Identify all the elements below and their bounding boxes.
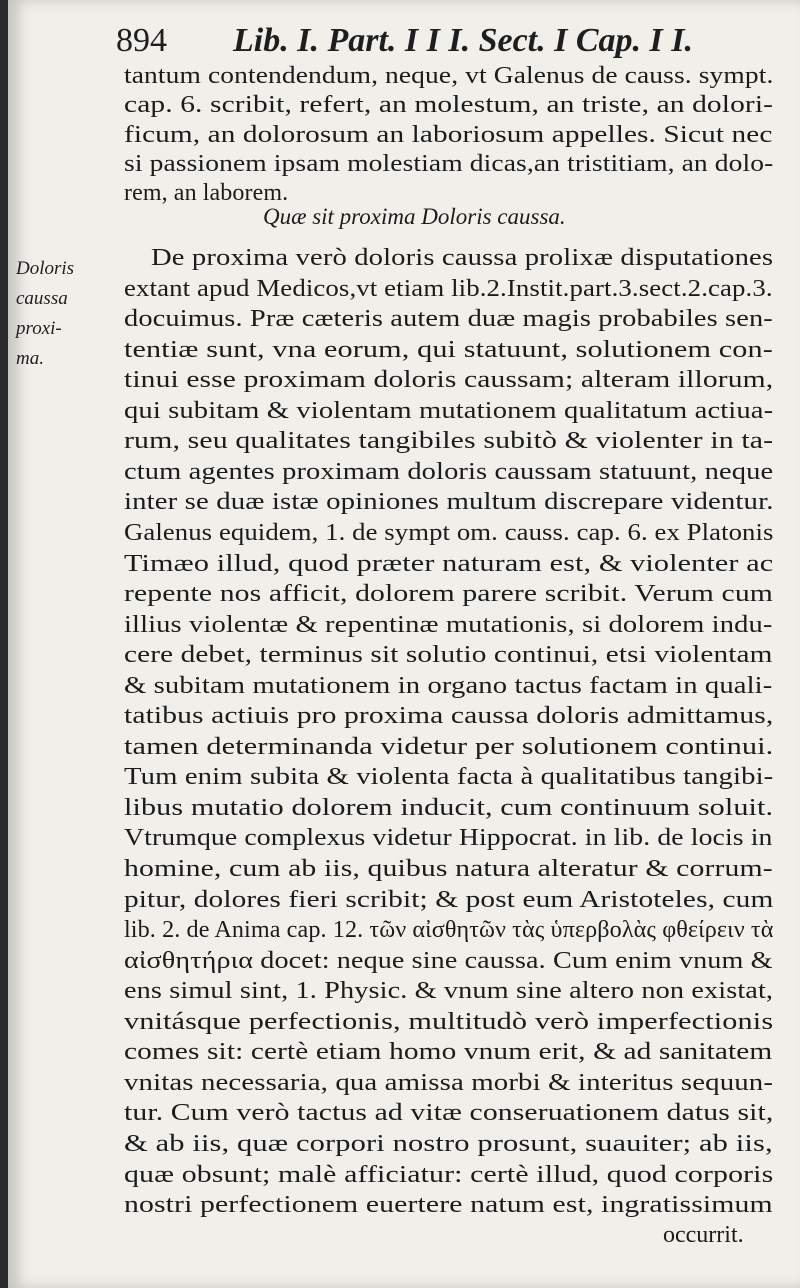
text-line: & ab iis, quæ corpori nostro prosunt, suauiter; ab iis, xyxy=(124,1130,773,1157)
text-line: Timæo illud, quod præter naturam est, & violenter ac xyxy=(124,550,774,577)
text-line: tamen determinanda videtur per solutionem continui. xyxy=(124,733,774,760)
running-title: Lib. I. Part. I I I. Sect. I Cap. I I. xyxy=(233,22,693,59)
catchword: occurrit. xyxy=(663,1222,744,1248)
text-line: qui subitam & violentam mutationem qualitatum actiua- xyxy=(124,397,774,424)
text-line: inter se duæ istæ opiniones multum discrepare videntur. xyxy=(124,489,774,516)
text-line: illius violentæ & repentinæ mutationis, si dolorem indu- xyxy=(124,611,773,638)
text-line: tentiæ sunt, vna eorum, qui statuunt, solutionem con- xyxy=(124,336,773,363)
text-line: ens simul sint, 1. Physic. & vnum sine altero non existat, xyxy=(124,978,774,1005)
text-line: tur. Cum verò tactus ad vitæ conseruationem datus sit, xyxy=(124,1100,774,1127)
text-line: repente nos afficit, dolorem parere scribit. Verum cum xyxy=(124,581,773,608)
text-line: cere debet, terminus sit solutio continui, etsi violentam xyxy=(124,642,773,669)
text-line: tatibus actiuis pro proxima caussa doloris admittamus, xyxy=(124,703,774,730)
text-line: tantum contendendum, neque, vt Galenus de causs. sympt. xyxy=(124,63,774,89)
text-line: lib. 2. de Anima cap. 12. τῶν αἰσθητῶν τὰς ὑπερβολὰς φθείρειν τὰ xyxy=(124,917,774,944)
text-line: tinui esse proximam doloris caussam; alteram illorum, xyxy=(124,367,774,394)
text-line: docuimus. Præ cæteris autem duæ magis probabiles sen- xyxy=(124,306,773,333)
running-header xyxy=(108,20,708,66)
text-line: si passionem ipsam molestiam dicas,an tristitiam, an dolo- xyxy=(124,150,774,177)
text-line: extant apud Medicos,vt etiam lib.2.Instit.part.3.sect.2.cap.3. xyxy=(124,275,773,302)
margin-note-line: ma. xyxy=(16,348,44,369)
text-line: vnitásque perfectionis, multitudò verò imperfectionis xyxy=(124,1008,774,1035)
text-line: cap. 6. scribit, refert, an molestum, an triste, an dolori- xyxy=(124,92,774,119)
margin-note xyxy=(16,254,96,374)
text-line: De proxima verò doloris caussa prolixæ disputationes xyxy=(151,245,774,271)
text-line: ctum agentes proximam doloris caussam statuunt, neque xyxy=(124,458,774,485)
page-number: 894 xyxy=(116,22,167,59)
margin-note-line: caussa xyxy=(16,288,68,309)
margin-note-line: Doloris xyxy=(16,258,75,279)
text-line: vnitas necessaria, qua amissa morbi & interitus sequun- xyxy=(124,1069,774,1096)
text-line: rem, an laborem. xyxy=(124,180,289,207)
text-line: libus mutatio dolorem inducit, cum continuum soluit. xyxy=(124,794,774,821)
text-line: comes sit: certè etiam homo vnum erit, & ad sanitatem xyxy=(124,1039,773,1066)
text-line: quæ obsunt; malè afficiatur: certè illud, quod corporis xyxy=(124,1161,774,1188)
section-heading: Quæ sit proxima Doloris caussa. xyxy=(263,204,566,229)
margin-note-line: proxi- xyxy=(16,318,62,339)
text-line: rum, seu qualitates tangibiles subitò & violenter in ta- xyxy=(124,428,774,455)
text-line: Galenus equidem, 1. de sympt om. causs. cap. 6. ex Platonis xyxy=(124,519,774,546)
text-line: Vtrumque complexus videtur Hippocrat. in lib. de locis in xyxy=(124,825,773,852)
text-line: αἰσθητήρια docet: neque sine caussa. Cum enim vnum & xyxy=(124,947,773,974)
text-line: homine, cum ab iis, quibus natura alteratur & corrum- xyxy=(124,856,773,882)
text-line: & subitam mutationem in organo tactus factam in quali- xyxy=(124,672,773,699)
text-line: ficum, an dolorosum an laboriosum appelles. Sicut nec xyxy=(124,121,773,148)
text-line: Tum enim subita & violenta facta à qualitatibus tangibi- xyxy=(124,764,774,791)
text-line: pitur, dolores fieri scribit; & post eum Aristoteles, cum xyxy=(124,886,774,913)
text-line: nostri perfectionem euertere natum est, ingratissimum xyxy=(124,1192,773,1219)
